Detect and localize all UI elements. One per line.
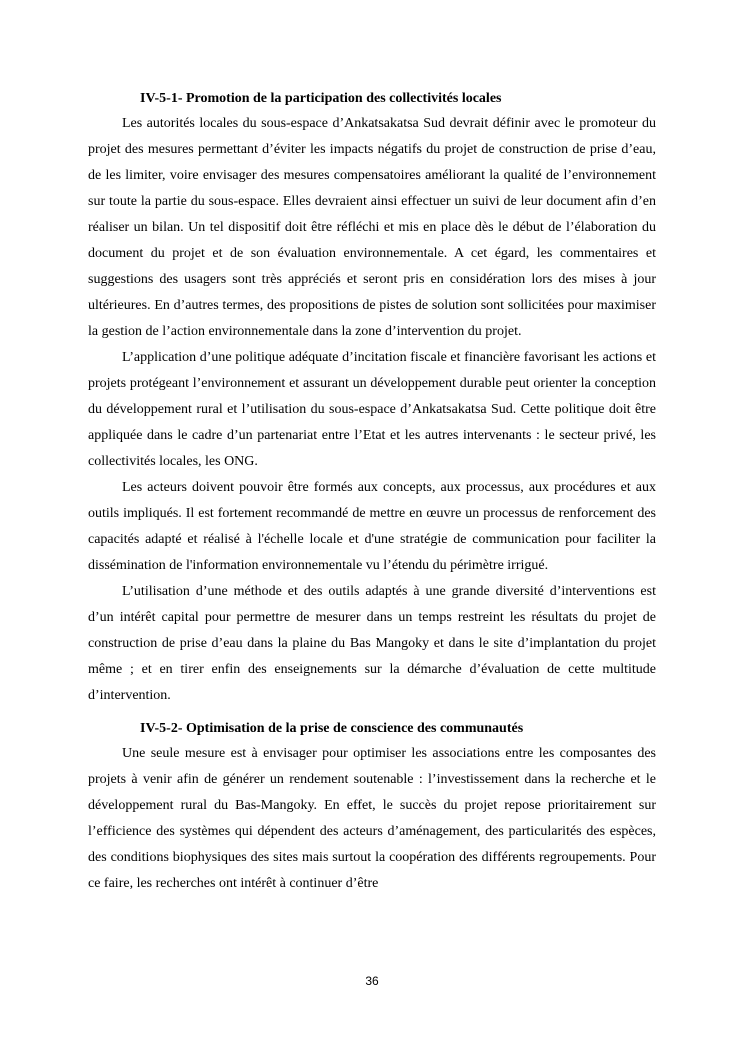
page-number: 36 [365, 974, 379, 988]
paragraph: Les autorités locales du sous-espace d’Ankatsakatsa Sud devrait définir avec le promoteur du projet des mesures permettant d’éviter les impacts négatifs du projet de construction de prise d’eau, de les limiter, voire envisager des mesures compensatoires améliorant la qualité de l’environnement sur toute la partie du sous-espace. Elles devraient ainsi effectuer un suivi de leur document afin d’en réaliser un bilan. Un tel dispositif doit être réfléchi et mis en place dès le début de l’élaboration du document du projet et de son évaluation environnementale. A cet égard, les commentaires et suggestions des usagers sont très appréciés et seront pris en considération lors des mises à jour ultérieures. En d’autres termes, des propositions de pistes de solution sont sollicitées pour maximiser la gestion de l’action environnementale dans la zone d’intervention du projet. [88, 116, 656, 339]
section-heading-iv-5-1: IV-5-1- Promotion de la participation des collectivités locales [140, 91, 502, 106]
paragraph: L’utilisation d’une méthode et des outils adaptés à une grande diversité d’interventions est d’un intérêt capital pour permettre de mesurer dans un temps restreint les résultats du projet de construction de prise d’eau dans la plaine du Bas Mangoky et dans le site d’implantation du projet même ; et en tirer enfin des enseignements sur la démarche d’évaluation de cette multitude d’intervention. [88, 584, 656, 703]
paragraph: L’application d’une politique adéquate d’incitation fiscale et financière favorisant les actions et projets protégeant l’environnement et assurant un développement durable peut orienter la conception du développement rural et l’utilisation du sous-espace d’Ankatsakatsa Sud. Cette politique doit être appliquée dans le cadre d’un partenariat entre l’Etat et les autres intervenants : le secteur privé, les collectivités locales, les ONG. [88, 350, 656, 469]
page-content [88, 86, 656, 897]
paragraph: Les acteurs doivent pouvoir être formés aux concepts, aux processus, aux procédures et aux outils impliqués. Il est fortement recommandé de mettre en œuvre un processus de renforcement des capacités adapté et réalisé à l'échelle locale et d'une stratégie de communication pour faciliter la dissémination de l'information environnementale vu l’étendu du périmètre irrigué. [88, 480, 656, 573]
paragraph: Une seule mesure est à envisager pour optimiser les associations entre les composantes des projets à venir afin de générer un rendement soutenable : l’investissement dans la recherche et le développement rural du Bas-Mangoky. En effet, le succès du projet repose prioritairement sur l’efficience des systèmes qui dépendent des acteurs d’aménagement, des particularités des espèces, des conditions biophysiques des sites mais surtout la coopération des différents regroupements. Pour ce faire, les recherches ont intérêt à continuer d’être [88, 746, 656, 891]
section-heading-iv-5-2: IV-5-2- Optimisation de la prise de conscience des communautés [140, 721, 524, 736]
